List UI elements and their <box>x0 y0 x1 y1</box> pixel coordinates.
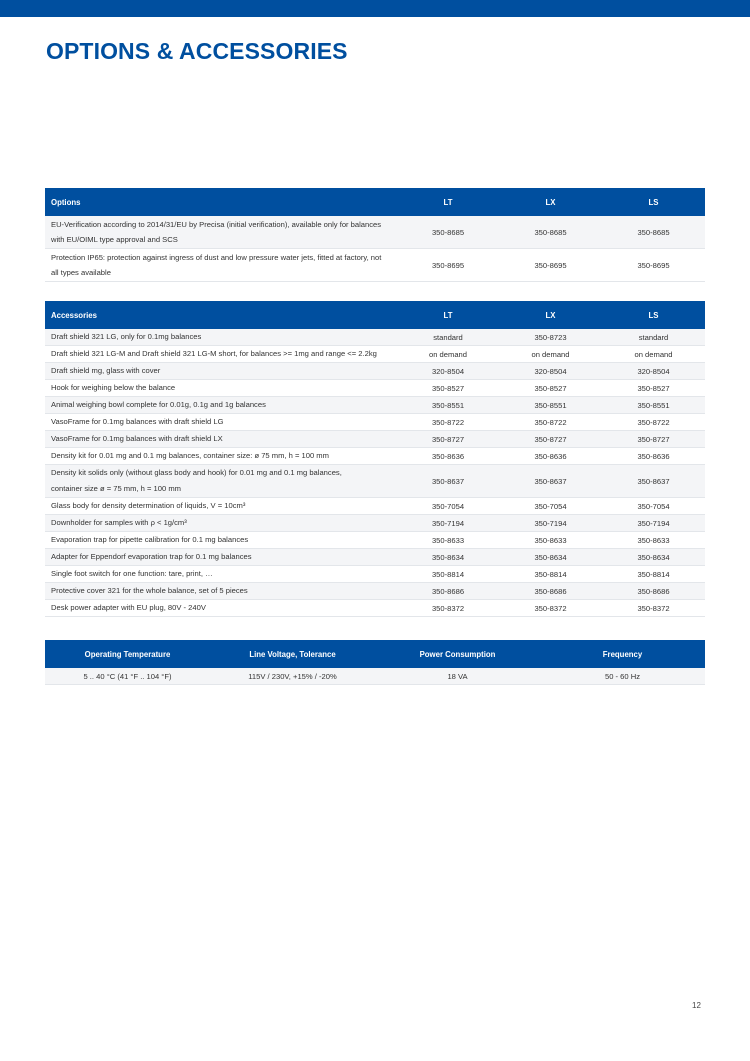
accessory-description: Single foot switch for one function: tare, print, … <box>45 566 397 583</box>
accessory-description: Animal weighing bowl complete for 0.01g, 0.1g and 1g balances <box>45 397 397 414</box>
column-header-ls: LS <box>602 188 705 216</box>
part-number-lt: 350-8637 <box>397 465 499 498</box>
part-number-ls: 350-8551 <box>602 397 705 414</box>
part-number-lt: 320-8504 <box>397 363 499 380</box>
part-number-lt: 350-7194 <box>397 515 499 532</box>
accessory-description: Hook for weighing below the balance <box>45 380 397 397</box>
column-header-frequency: Frequency <box>540 640 705 668</box>
column-header-lt: LT <box>397 188 499 216</box>
part-number-lt: on demand <box>397 346 499 363</box>
part-number-lx: 350-8637 <box>499 465 602 498</box>
accessory-description: Glass body for density determination of liquids, V = 10cm³ <box>45 498 397 515</box>
part-number-ls: 350-8727 <box>602 431 705 448</box>
page-title: OPTIONS & ACCESSORIES <box>46 38 348 64</box>
column-header-operating-temperature: Operating Temperature <box>45 640 210 668</box>
table-row <box>45 600 705 617</box>
table-row <box>45 515 705 532</box>
part-number-lt: 350-8814 <box>397 566 499 583</box>
part-number-ls: 350-8814 <box>602 566 705 583</box>
part-number-ls: 350-7194 <box>602 515 705 532</box>
part-number-lt: 350-8695 <box>397 249 499 282</box>
table-row <box>45 397 705 414</box>
accessory-description: Downholder for samples with ρ < 1g/cm³ <box>45 515 397 532</box>
part-number-ls: 350-8633 <box>602 532 705 549</box>
accessory-description <box>45 465 397 498</box>
table-row <box>45 249 705 282</box>
table-row <box>45 498 705 515</box>
part-number-ls: 350-8722 <box>602 414 705 431</box>
table-row <box>45 465 705 498</box>
table-row <box>45 549 705 566</box>
part-number-lx: 350-8722 <box>499 414 602 431</box>
frequency-value: 50 - 60 Hz <box>540 668 705 685</box>
table-row <box>45 668 705 685</box>
table-row <box>45 583 705 600</box>
part-number-lt: 350-8527 <box>397 380 499 397</box>
part-number-ls: 350-8527 <box>602 380 705 397</box>
part-number-lx: 350-8686 <box>499 583 602 600</box>
part-number-lx: 350-8814 <box>499 566 602 583</box>
part-number-lx: 350-8727 <box>499 431 602 448</box>
table-row <box>45 431 705 448</box>
part-number-ls: 350-8695 <box>602 249 705 282</box>
part-number-ls: standard <box>602 329 705 346</box>
accessory-description: Draft shield 321 LG-M and Draft shield 321 LG-M short, for balances >= 1mg and range <= 2.2kg <box>45 346 397 363</box>
part-number-lt: 350-8551 <box>397 397 499 414</box>
accessory-description: Draft shield 321 LG, only for 0.1mg balances <box>45 329 397 346</box>
part-number-lt: 350-8722 <box>397 414 499 431</box>
part-number-lt: 350-8372 <box>397 600 499 617</box>
part-number-lx: 350-7054 <box>499 498 602 515</box>
part-number-lt: 350-8636 <box>397 448 499 465</box>
description-line-1: Density kit solids only (without glass body and hook) for 0.01 mg and 0.1 mg balances, <box>51 468 342 477</box>
accessory-description: Density kit for 0.01 mg and 0.1 mg balances, container size: ø 75 mm, h = 100 mm <box>45 448 397 465</box>
column-header-line-voltage: Line Voltage, Tolerance <box>210 640 375 668</box>
part-number-ls: 350-8636 <box>602 448 705 465</box>
part-number-lx: 350-8634 <box>499 549 602 566</box>
part-number-ls: 350-8686 <box>602 583 705 600</box>
part-number-ls: 350-8685 <box>602 216 705 249</box>
table-row <box>45 566 705 583</box>
page-number: 12 <box>692 1001 701 1010</box>
power-consumption-value: 18 VA <box>375 668 540 685</box>
column-header-power-consumption: Power Consumption <box>375 640 540 668</box>
column-header-ls: LS <box>602 301 705 329</box>
column-header-lx: LX <box>499 301 602 329</box>
accessories-table <box>45 301 705 617</box>
accessory-description: Protective cover 321 for the whole balance, set of 5 pieces <box>45 583 397 600</box>
accessory-description: VasoFrame for 0.1mg balances with draft shield LX <box>45 431 397 448</box>
environment-header-row <box>45 640 705 668</box>
environment-table <box>45 640 705 685</box>
options-header-row <box>45 188 705 216</box>
part-number-lx: 350-8723 <box>499 329 602 346</box>
part-number-ls: 350-8372 <box>602 600 705 617</box>
part-number-ls: 320-8504 <box>602 363 705 380</box>
table-row <box>45 414 705 431</box>
part-number-lt: 350-7054 <box>397 498 499 515</box>
description-line-2: container size ø = 75 mm, h = 100 mm <box>51 484 181 493</box>
part-number-ls: on demand <box>602 346 705 363</box>
table-row <box>45 346 705 363</box>
table-row <box>45 216 705 249</box>
part-number-lx: on demand <box>499 346 602 363</box>
table-row <box>45 532 705 549</box>
part-number-lt: standard <box>397 329 499 346</box>
table-row <box>45 363 705 380</box>
column-header-options: Options <box>45 188 397 216</box>
part-number-lx: 350-8527 <box>499 380 602 397</box>
accessory-description: Adapter for Eppendorf evaporation trap for 0.1 mg balances <box>45 549 397 566</box>
part-number-lx: 350-7194 <box>499 515 602 532</box>
part-number-ls: 350-8634 <box>602 549 705 566</box>
part-number-lx: 350-8372 <box>499 600 602 617</box>
column-header-lt: LT <box>397 301 499 329</box>
options-table <box>45 188 705 282</box>
column-header-lx: LX <box>499 188 602 216</box>
part-number-lt: 350-8634 <box>397 549 499 566</box>
part-number-ls: 350-7054 <box>602 498 705 515</box>
part-number-lx: 350-8685 <box>499 216 602 249</box>
table-row <box>45 448 705 465</box>
operating-temperature-value: 5 .. 40 °C (41 °F .. 104 °F) <box>45 668 210 685</box>
table-row <box>45 329 705 346</box>
part-number-lx: 350-8551 <box>499 397 602 414</box>
accessory-description: Draft shield mg, glass with cover <box>45 363 397 380</box>
part-number-lx: 350-8633 <box>499 532 602 549</box>
column-header-accessories: Accessories <box>45 301 397 329</box>
part-number-lx: 350-8636 <box>499 448 602 465</box>
part-number-lt: 350-8685 <box>397 216 499 249</box>
accessory-description: VasoFrame for 0.1mg balances with draft shield LG <box>45 414 397 431</box>
part-number-ls: 350-8637 <box>602 465 705 498</box>
accessory-description: Evaporation trap for pipette calibration for 0.1 mg balances <box>45 532 397 549</box>
accessory-description: Desk power adapter with EU plug, 80V - 240V <box>45 600 397 617</box>
table-row <box>45 380 705 397</box>
part-number-lt: 350-8633 <box>397 532 499 549</box>
option-description: Protection IP65: protection against ingress of dust and low pressure water jets, fitted at factory, not all types available <box>45 249 397 282</box>
option-description: EU-Verification according to 2014/31/EU by Precisa (initial verification), available only for balances with EU/OIML type approval and SCS <box>45 216 397 249</box>
line-voltage-value: 115V / 230V, +15% / -20% <box>210 668 375 685</box>
accessories-header-row <box>45 301 705 329</box>
top-brand-bar <box>0 0 750 17</box>
part-number-lt: 350-8727 <box>397 431 499 448</box>
part-number-lx: 350-8695 <box>499 249 602 282</box>
part-number-lx: 320-8504 <box>499 363 602 380</box>
part-number-lt: 350-8686 <box>397 583 499 600</box>
